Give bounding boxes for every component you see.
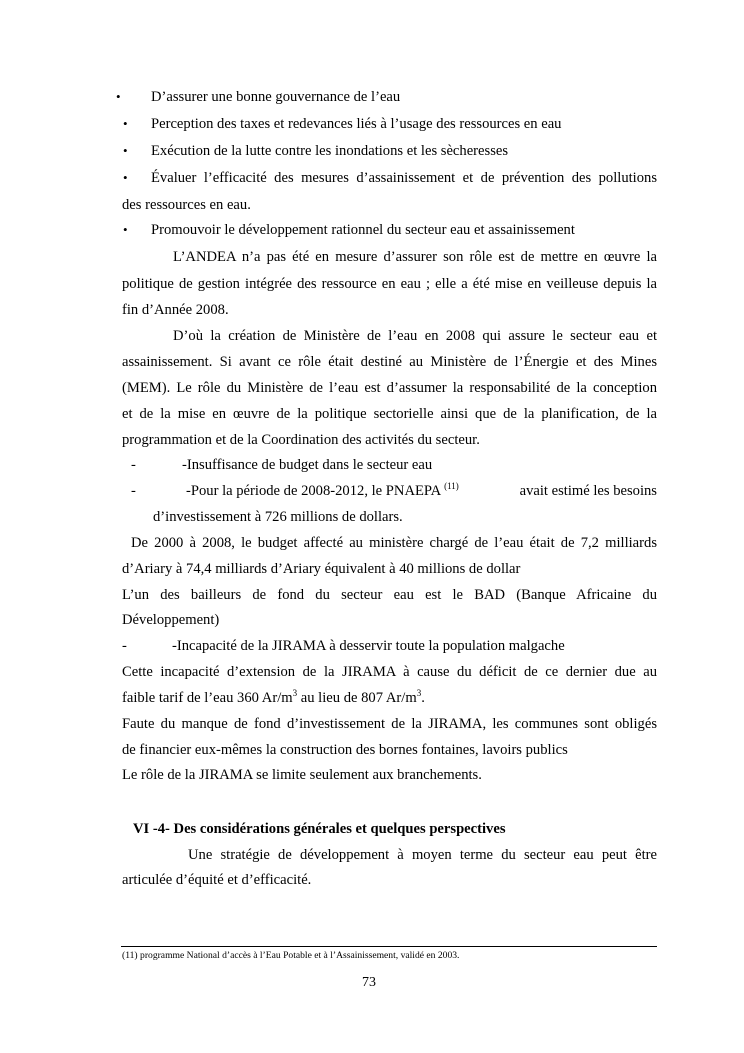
- bullet-item: Exécution de la lutte contre les inondations et les sècheresses: [151, 143, 509, 159]
- pnaepa-text: -Pour la période de 2008-2012, le PNAEPA: [186, 483, 441, 499]
- paragraph-line: politique de gestion intégrée des ressource en eau ; elle a été mise en veilleuse depuis la: [122, 276, 657, 292]
- dash-marker: -: [131, 483, 136, 499]
- bullet-item: Évaluer l’efficacité des mesures d’assainissement et de prévention des pollutions: [151, 170, 657, 186]
- pnaepa-text-end: avait estimé les besoins: [519, 483, 657, 499]
- section-heading: VI -4- Des considérations générales et quelques perspectives: [133, 821, 506, 837]
- paragraph-line: [122, 689, 425, 707]
- footnote-rule: [121, 946, 657, 947]
- dash-item: -Incapacité de la JIRAMA à desservir toute la population malgache: [172, 638, 565, 654]
- bullet-item: Promouvoir le développement rationnel du secteur eau et assainissement: [151, 222, 575, 238]
- dash-item-text: [186, 482, 459, 500]
- paragraph-line: D’où la création de Ministère de l’eau en 2008 qui assure le secteur eau et: [173, 328, 657, 344]
- dash-marker: -: [131, 457, 136, 473]
- paragraph-line: et de la mise en œuvre de la politique sectorielle ainsi que de la planification, de la: [122, 406, 657, 422]
- paragraph-line: fin d’Année 2008.: [122, 302, 229, 318]
- bullet-item-continuation: des ressources en eau.: [122, 197, 251, 213]
- footnote-ref: (11): [444, 481, 459, 491]
- paragraph-line: articulée d’équité et d’efficacité.: [122, 872, 312, 888]
- paragraph-line: de financier eux-mêmes la construction des bornes fontaines, lavoirs publics: [122, 742, 568, 758]
- tarif-text: faible tarif de l’eau 360 Ar/m: [122, 690, 293, 706]
- page-number: 73: [362, 975, 376, 990]
- paragraph-line: L’un des bailleurs de fond du secteur eau est le BAD (Banque Africaine du: [122, 587, 657, 603]
- paragraph-line: Cette incapacité d’extension de la JIRAMA à cause du déficit de ce dernier due au: [122, 664, 657, 680]
- paragraph-line: d’Ariary à 74,4 milliards d’Ariary équivalent à 40 millions de dollar: [122, 561, 521, 577]
- tarif-text: au lieu de 807 Ar/m: [297, 690, 417, 706]
- exponent: 3: [416, 688, 422, 698]
- bullet-dot: •: [116, 89, 121, 104]
- dash-marker: -: [122, 638, 127, 654]
- tarif-text: .: [421, 690, 425, 706]
- paragraph-line: assainissement. Si avant ce rôle était destiné au Ministère de l’Énergie et des Mines: [122, 354, 657, 370]
- bullet-item: D’assurer une bonne gouvernance de l’eau: [151, 89, 401, 105]
- dash-item: -Insuffisance de budget dans le secteur eau: [182, 457, 433, 473]
- bullet-dot: •: [123, 170, 128, 185]
- paragraph-line: Faute du manque de fond d’investissement de la JIRAMA, les communes sont obligés: [122, 716, 657, 732]
- bullet-dot: •: [123, 222, 128, 237]
- paragraph-line: Une stratégie de développement à moyen terme du secteur eau peut être: [188, 847, 657, 863]
- bullet-dot: •: [123, 116, 128, 131]
- dash-item: [186, 482, 657, 500]
- footnote: (11) programme National d’accès à l’Eau Potable et à l’Assainissement, validé en 2003.: [122, 950, 460, 961]
- dash-item-continuation: d’investissement à 726 millions de dollars.: [153, 509, 403, 525]
- paragraph-line: programmation et de la Coordination des activités du secteur.: [122, 432, 480, 448]
- paragraph-line: Le rôle de la JIRAMA se limite seulement aux branchements.: [122, 767, 482, 783]
- paragraph-line: De 2000 à 2008, le budget affecté au ministère chargé de l’eau était de 7,2 milliards: [131, 535, 657, 551]
- paragraph-line: Développement): [122, 612, 220, 628]
- bullet-dot: •: [123, 143, 128, 158]
- bullet-item: Perception des taxes et redevances liés à l’usage des ressources en eau: [151, 116, 562, 132]
- exponent: 3: [292, 688, 298, 698]
- paragraph-line: (MEM). Le rôle du Ministère de l’eau est d’assumer la responsabilité de la conception: [122, 380, 657, 396]
- paragraph-line: L’ANDEA n’a pas été en mesure d’assurer son rôle est de mettre en œuvre la: [173, 249, 657, 265]
